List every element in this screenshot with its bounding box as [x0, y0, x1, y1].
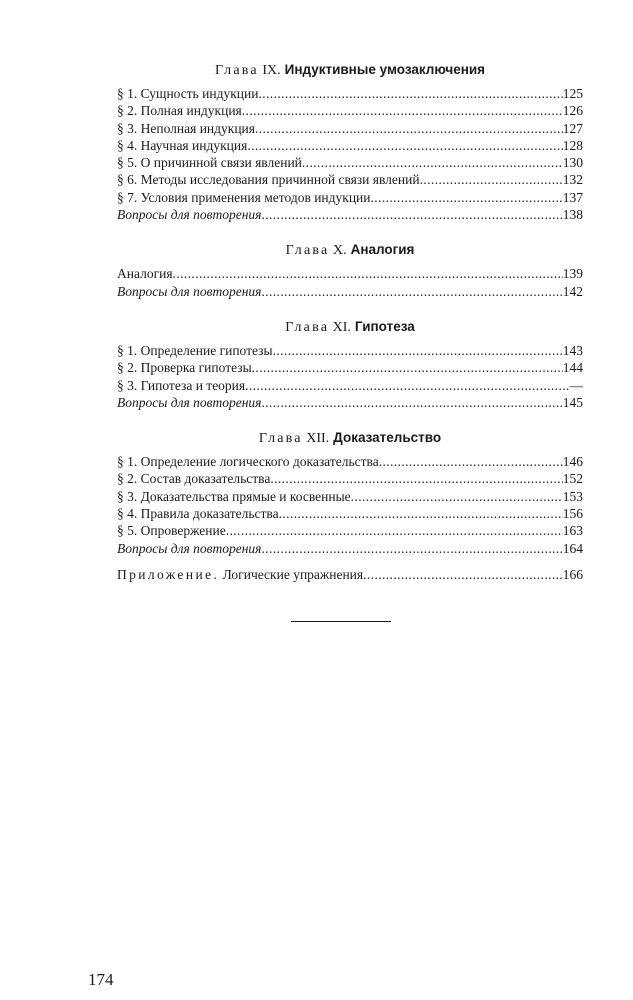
chapter-label: Глава [214, 63, 259, 78]
toc-entry [117, 189, 583, 206]
chapter-section [117, 60, 583, 223]
toc-entry-title: § 1. Определение гипотезы [117, 342, 273, 358]
dot-leader [273, 342, 563, 359]
toc-entry-title: Вопросы для повторения [117, 207, 262, 223]
toc-entry-title: § 2. Полная индукция [117, 103, 242, 119]
dot-leader [420, 171, 563, 188]
chapter-name: Гипотеза [354, 318, 415, 334]
appendix-entry [117, 566, 583, 583]
toc-entry-page: 163 [562, 523, 583, 539]
toc-entry-page: 153 [562, 488, 583, 504]
toc-entry [117, 359, 583, 376]
chapter-heading [117, 428, 583, 449]
dot-leader [261, 206, 562, 223]
dot-leader [270, 470, 562, 487]
toc-entry [117, 342, 583, 359]
chapter-heading [117, 240, 583, 261]
toc-entry-page: 146 [562, 454, 583, 470]
appendix-label: Приложение. [117, 566, 220, 582]
toc-entry-title: Вопросы для повторения [117, 394, 262, 410]
toc-entry-title: § 4. Правила доказательства [117, 506, 279, 522]
dot-leader [247, 137, 562, 154]
toc-entry-page: 138 [562, 207, 583, 223]
dot-leader [302, 154, 563, 171]
toc-entry-page: 126 [562, 103, 583, 119]
toc-entry [117, 265, 583, 282]
toc-entry-page: 152 [562, 471, 583, 487]
toc-entry-page: 130 [562, 155, 583, 171]
chapter-number: X. [332, 243, 347, 259]
toc-entry-page: 143 [562, 342, 583, 358]
dot-leader [363, 566, 563, 583]
appendix-name: Логические упражнения [222, 566, 364, 582]
toc-entry-page: 125 [562, 86, 583, 101]
dot-leader [258, 85, 562, 102]
toc-entry-page: 137 [562, 189, 583, 205]
toc-entry-page: 127 [562, 120, 583, 136]
toc-entry-page: — [569, 377, 583, 393]
chapter-label: Глава [258, 431, 303, 447]
toc-entry [117, 171, 583, 188]
chapter-heading [117, 317, 583, 338]
toc-entry [117, 283, 583, 300]
toc-entry-title: § 3. Неполная индукция [117, 120, 255, 136]
dot-leader [255, 120, 563, 137]
chapter-label: Глава [285, 243, 330, 259]
appendix-title [117, 566, 363, 583]
toc-entry-page: 145 [562, 394, 583, 410]
toc-entry [117, 453, 583, 470]
section-divider [291, 621, 391, 622]
toc-entry-title: § 2. Состав доказательства [117, 471, 271, 487]
toc-entry-title: § 4. Научная индукция [117, 137, 248, 153]
toc-entry-title: Аналогия [117, 266, 173, 282]
chapter-name: Индуктивные умозаключения [284, 62, 486, 77]
toc-entry [117, 206, 583, 223]
toc-entry-page: 128 [562, 137, 583, 153]
toc-entry [117, 522, 583, 539]
dot-leader [173, 265, 563, 282]
toc-entry [117, 137, 583, 154]
toc-entry-title: § 3. Доказательства прямые и косвенные [117, 488, 351, 504]
toc-entry [117, 377, 583, 394]
toc-entry-page: 156 [562, 506, 583, 522]
dot-leader [226, 522, 563, 539]
toc-entry [117, 540, 583, 557]
chapter-number: XI. [332, 319, 351, 335]
dot-leader [371, 189, 563, 206]
chapter-section [117, 240, 583, 300]
toc-entry [117, 120, 583, 137]
chapter-section [117, 428, 583, 557]
chapter-name: Доказательство [333, 430, 442, 446]
toc-entry-page: 164 [562, 540, 583, 556]
dot-leader [245, 377, 569, 394]
dot-leader [261, 394, 562, 411]
toc-entry-title: § 1. Сущность индукции [117, 86, 259, 101]
dot-leader [261, 540, 562, 557]
dot-leader [261, 283, 562, 300]
toc-entry [117, 394, 583, 411]
toc-entry-page: 139 [562, 266, 583, 282]
toc-entry-page: 144 [562, 360, 583, 376]
toc-entry [117, 154, 583, 171]
toc-entry-title: § 7. Условия применения методов индукции [117, 189, 371, 205]
toc-entry-title: § 1. Определение логического доказательства [117, 454, 379, 470]
table-of-contents [117, 60, 583, 583]
toc-entry-title: § 3. Гипотеза и теория [117, 377, 246, 393]
toc-entry [117, 470, 583, 487]
dot-leader [379, 453, 563, 470]
toc-entry-title: § 5. Опровержение [117, 523, 226, 539]
toc-entry-page: 142 [562, 283, 583, 299]
toc-entry-title: § 2. Проверка гипотезы [117, 360, 252, 376]
toc-entry-title: § 5. О причинной связи явлений [117, 155, 302, 171]
toc-entry-title: Вопросы для повторения [117, 283, 262, 299]
dot-leader [279, 505, 563, 522]
toc-entry [117, 85, 583, 102]
chapter-number: XII. [306, 431, 330, 447]
toc-entry [117, 488, 583, 505]
chapter-label: Глава [285, 319, 330, 335]
page-number: 174 [88, 970, 114, 989]
dot-leader [252, 359, 563, 376]
dot-leader [351, 488, 563, 505]
toc-entry-title: § 6. Методы исследования причинной связи явлений [117, 172, 420, 188]
chapter-section [117, 317, 583, 411]
appendix-page: 166 [562, 566, 583, 582]
chapter-number: IX. [262, 63, 281, 78]
dot-leader [242, 102, 563, 119]
chapter-name: Аналогия [350, 242, 415, 258]
toc-entry [117, 505, 583, 522]
toc-entry-page: 132 [562, 172, 583, 188]
toc-entry [117, 102, 583, 119]
chapter-heading [117, 60, 583, 81]
toc-entry-title: Вопросы для повторения [117, 540, 262, 556]
